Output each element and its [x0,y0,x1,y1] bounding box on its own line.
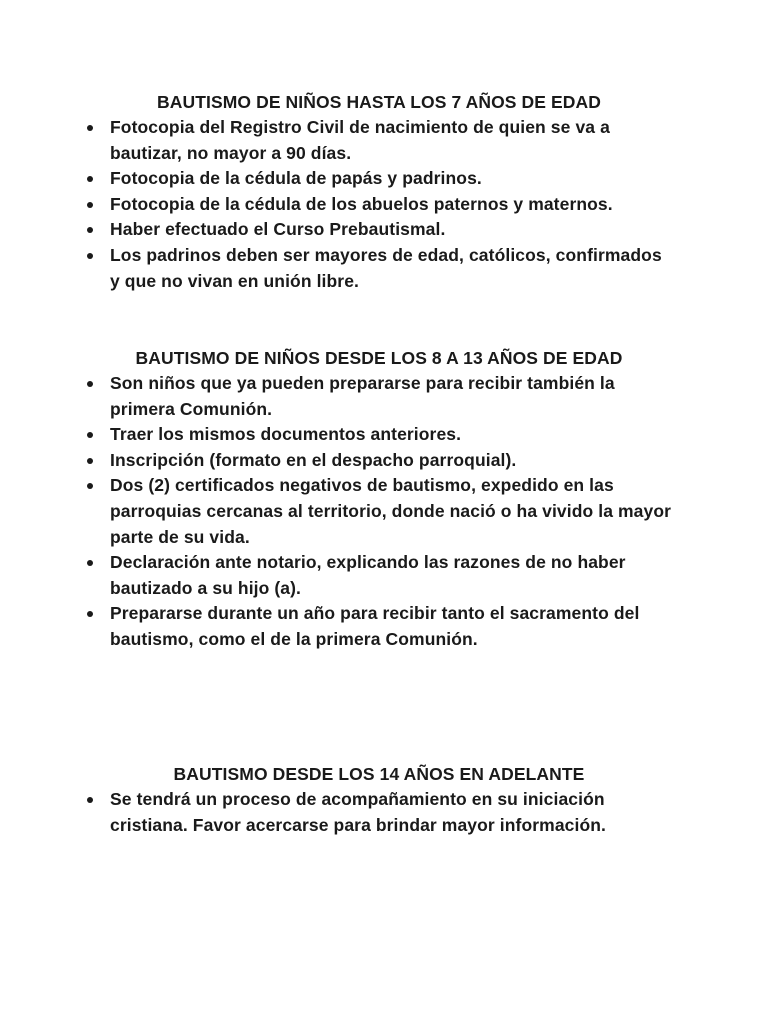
bullet-icon [87,176,93,182]
bullet-icon [87,611,93,617]
list-item [84,601,674,652]
list-item [84,473,674,550]
requirements-list [84,371,674,653]
list-item-text: Dos (2) certificados negativos de bautismo, expedido en las parroquias cercanas al territorio, donde nació o ha vivido la mayor parte de su vida. [110,475,672,547]
section-up-to-7-years [84,89,674,294]
section-14-years-and-up [84,761,674,838]
bullet-icon [87,381,93,387]
requirements-list [84,787,674,838]
list-item-text: Traer los mismos documentos anteriores. [110,424,462,445]
bullet-icon [87,483,93,489]
list-item-text: Prepararse durante un año para recibir tanto el sacramento del bautismo, como el de la primera Comunión. [110,603,640,649]
bullet-icon [87,202,93,208]
section-heading: BAUTISMO DE NIÑOS DESDE LOS 8 A 13 AÑOS DE EDAD [135,348,623,368]
bullet-icon [87,560,93,566]
bullet-icon [87,432,93,438]
list-item-text: Se tendrá un proceso de acompañamiento en su iniciación cristiana. Favor acercarse para brindar mayor información. [110,789,607,835]
bullet-icon [87,227,93,233]
list-item [84,115,674,166]
section-8-to-13-years [84,345,674,653]
list-item [84,422,674,448]
list-item-text: Fotocopia de la cédula de los abuelos paternos y maternos. [110,193,613,214]
list-item-text: Inscripción (formato en el despacho parroquial). [110,449,517,470]
bullet-icon [87,125,93,131]
section-heading: BAUTISMO DESDE LOS 14 AÑOS EN ADELANTE [173,764,585,784]
list-item [84,787,674,838]
list-item-text: Los padrinos deben ser mayores de edad, católicos, confirmados y que no vivan en unión libre. [110,244,662,291]
section-heading: BAUTISMO DE NIÑOS HASTA LOS 7 AÑOS DE EDAD [157,92,601,112]
bullet-icon [87,797,93,803]
bullet-icon [87,253,93,259]
list-item-text: Son niños que ya pueden prepararse para recibir también la primera Comunión. [110,373,615,419]
list-item [84,217,674,243]
list-item [84,448,674,474]
bullet-icon [87,458,93,464]
list-item-text: Declaración ante notario, explicando las razones de no haber bautizado a su hijo (a). [110,552,626,598]
list-item-text: Fotocopia de la cédula de papás y padrinos. [110,168,482,189]
list-item-text: Fotocopia del Registro Civil de nacimiento de quien se va a bautizar, no mayor a 90 días. [110,117,610,163]
list-item [84,371,674,422]
requirements-list [84,115,674,294]
list-item-text: Haber efectuado el Curso Prebautismal. [110,219,446,240]
list-item [84,166,674,192]
list-item [84,192,674,218]
list-item [84,550,674,601]
list-item [84,243,674,294]
